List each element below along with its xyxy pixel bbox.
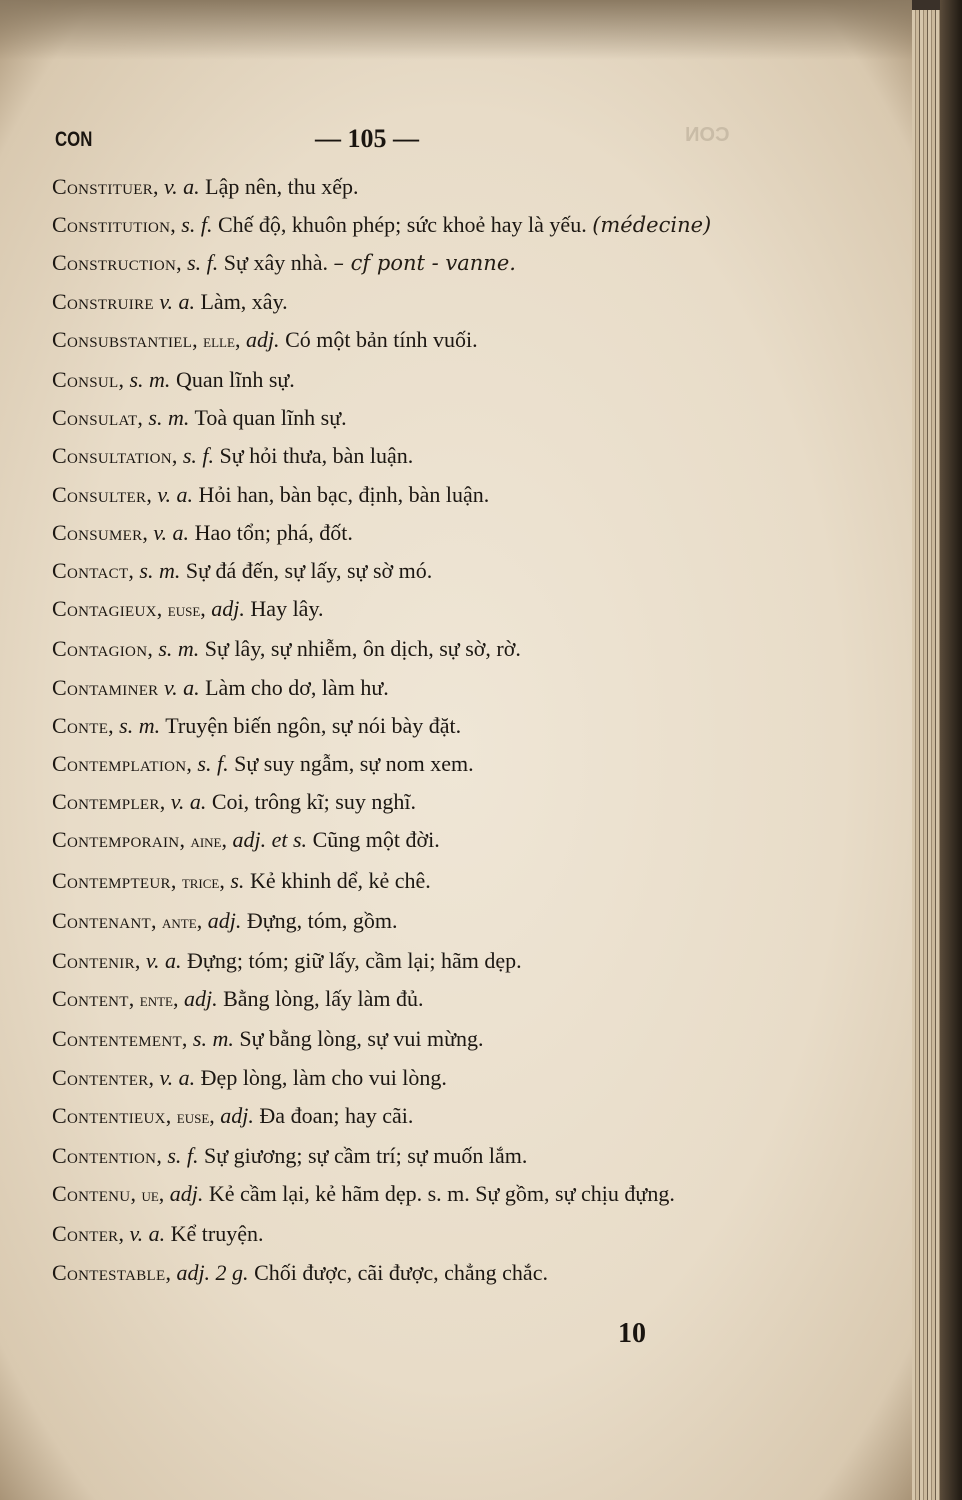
feminine-form: elle [203, 330, 235, 352]
headword: Contemporain [52, 827, 180, 853]
grammar-label: s. f. [167, 1143, 199, 1169]
signature-mark: 10 [618, 1318, 646, 1349]
grammar-label: adj. [220, 1102, 254, 1128]
grammar-label: v. a. [159, 288, 195, 314]
page-shadow [0, 0, 912, 60]
feminine-form: ente [139, 990, 173, 1012]
headword: Contemplation [52, 751, 187, 777]
dictionary-entry: Contenu, ue, adj. Kẻ cầm lại, kẻ hãm dẹp. s. m. Sự gồm, sự chịu đựng. [52, 1181, 675, 1207]
dictionary-entry: Construction, s. f. Sự xây nhà. – cf pont - vanne. [52, 250, 516, 276]
headword: Consulat [52, 405, 138, 431]
headword: Consultation [52, 443, 172, 469]
grammar-label: s. m. [119, 712, 161, 738]
grammar-label: s. m. [129, 367, 171, 393]
headword: Constitution [52, 212, 171, 238]
definition: Có một bản tính vuối. [285, 326, 478, 352]
definition: Sự bằng lòng, sự vui mừng. [239, 1026, 484, 1052]
headword: Contenant [52, 907, 152, 933]
dictionary-entry: Consul, s. m. Quan lĩnh sự. [52, 367, 295, 393]
dictionary-entry: Consumer, v. a. Hao tổn; phá, đốt. [52, 519, 353, 545]
definition: Kẻ khinh dể, kẻ chê. [249, 867, 431, 893]
grammar-label: s. m. [158, 636, 200, 662]
dictionary-entry: Contenter, v. a. Đẹp lòng, làm cho vui lòng. [52, 1064, 447, 1090]
grammar-label: adj. [245, 326, 280, 352]
headword: Contentieux [52, 1102, 166, 1128]
grammar-label: s. m. [139, 558, 181, 584]
feminine-form: euse [167, 600, 201, 622]
definition: Làm cho dơ, làm hư. [205, 674, 389, 700]
dictionary-entry [52, 669, 812, 707]
dictionary-entry: Contention, s. f. Sự giương; sự cầm trí; sự muốn lắm. [52, 1143, 528, 1169]
headword: Contenir [52, 948, 135, 974]
definition: Toà quan lĩnh sự. [194, 405, 347, 431]
definition: Sự đá đến, sự lấy, sự sờ mó. [185, 558, 433, 584]
headword: Conter [52, 1221, 119, 1247]
dictionary-entry: Contestable, adj. 2 g. Chối được, cãi được, chẳng chắc. [52, 1259, 548, 1285]
dictionary-entry: Contemporain, aine, adj. et s. Cũng một đời. [52, 827, 440, 853]
definition: Sự suy ngẫm, sự nom xem. [234, 751, 474, 777]
definition: Bằng lòng, lấy làm đủ. [223, 986, 424, 1012]
grammar-label: s. m. [192, 1026, 234, 1052]
grammar-label: s. [230, 867, 245, 893]
headword: Contagion [52, 636, 148, 662]
dictionary-entry: Constitution, s. f. Chế độ, khuôn phép; sức khoẻ hay là yếu. (médecine) [52, 212, 712, 238]
definition: Truyện biến ngôn, sự nói bày đặt. [165, 712, 462, 738]
grammar-label: v. a. [145, 948, 182, 974]
dictionary-entry: Consultation, s. f. Sự hỏi thưa, bàn luận. [52, 443, 414, 469]
headword: Constituer [52, 174, 154, 199]
dictionary-entry [52, 283, 812, 321]
headword: Contentement [52, 1026, 182, 1052]
definition: Quan lĩnh sự. [175, 367, 295, 393]
definition: Cũng một đời. [312, 827, 440, 853]
headword: Construire [52, 288, 154, 314]
entry-list [52, 168, 812, 1292]
dictionary-entry: Contenir, v. a. Đựng; tóm; giữ lấy, cầm lại; hãm dẹp. [52, 948, 522, 974]
headword: Contention [52, 1143, 157, 1169]
dictionary-entry: Consulat, s. m. Toà quan lĩnh sự. [52, 405, 347, 431]
grammar-label: adj. [183, 986, 218, 1012]
grammar-label: adj. [169, 1181, 204, 1207]
dictionary-entry: Consubstantiel, elle, adj. Có một bản tính vuối. [52, 326, 478, 352]
feminine-form: ue [141, 1185, 159, 1207]
grammar-label: v. a. [129, 1221, 166, 1247]
headword: Consumer [52, 519, 143, 545]
headword: Contact [52, 558, 129, 584]
dictionary-entry: Constituer, v. a. Lập nên, thu xếp. [52, 174, 359, 199]
grammar-label: adj. et s. [232, 827, 308, 853]
definition: Kể truyện. [170, 1221, 264, 1247]
dictionary-entry: Contemplation, s. f. Sự suy ngẫm, sự nom xem. [52, 751, 474, 777]
running-head: CON [55, 128, 93, 151]
definition: Hay lây. [250, 596, 324, 622]
dictionary-entry: Contempteur, trice, s. Kẻ khinh dể, kẻ chê. [52, 867, 431, 893]
grammar-label: s. m. [148, 405, 190, 431]
grammar-label: s. f. [182, 443, 215, 469]
feminine-form: euse [176, 1106, 210, 1128]
grammar-label: adj. [207, 907, 242, 933]
headword: Conte [52, 712, 109, 738]
dictionary-entry: Contenant, ante, adj. Đựng, tóm, gồm. [52, 907, 398, 933]
dictionary-entry: Contact, s. m. Sự đá đến, sự lấy, sự sờ mó. [52, 558, 433, 584]
definition: Hao tổn; phá, đốt. [194, 519, 353, 545]
definition: Sự giương; sự cầm trí; sự muốn lắm. [204, 1143, 528, 1169]
definition: Kẻ cầm lại, kẻ hãm dẹp. s. m. Sự gồm, sự chịu đựng. [208, 1181, 675, 1207]
dictionary-entry: Conte, s. m. Truyện biến ngôn, sự nói bày đặt. [52, 712, 462, 738]
definition: Coi, trông kĩ; suy nghĩ. [211, 789, 416, 815]
grammar-label: s. f. [197, 751, 229, 777]
grammar-label: v. a. [157, 481, 193, 507]
headword: Consul [52, 367, 119, 393]
feminine-form: aine [190, 831, 222, 853]
headword: Contaminer [52, 674, 159, 700]
headword: Consulter [52, 481, 147, 507]
grammar-label: v. a. [164, 174, 200, 199]
headword: Contenter [52, 1064, 149, 1090]
grammar-label: v. a. [170, 789, 207, 815]
definition: Chế độ, khuôn phép; sức khoẻ hay là yếu. [217, 212, 587, 238]
headword: Content [52, 986, 129, 1012]
definition: Hỏi han, bàn bạc, định, bàn luận. [198, 481, 490, 507]
show-through-text: CON [685, 124, 730, 146]
headword: Consubstantiel [52, 326, 193, 352]
feminine-form: ante [162, 911, 197, 933]
definition: Đa đoan; hay cãi. [259, 1102, 414, 1128]
page-header [55, 124, 735, 164]
grammar-label: s. f. [181, 212, 213, 238]
definition: Sự xây nhà. [223, 250, 328, 276]
definition: Chối được, cãi được, chẳng chắc. [254, 1259, 548, 1285]
feminine-form: trice [181, 871, 220, 893]
page-number: — 105 — [315, 124, 419, 153]
grammar-label: v. a. [163, 674, 200, 700]
dictionary-entry: Contempler, v. a. Coi, trông kĩ; suy nghĩ. [52, 789, 416, 815]
headword: Contempler [52, 789, 160, 815]
definition: Đựng, tóm, gồm. [246, 907, 398, 933]
definition: Đựng; tóm; giữ lấy, cầm lại; hãm dẹp. [187, 948, 522, 974]
dictionary-entry: Conter, v. a. Kể truyện. [52, 1221, 264, 1247]
grammar-label: v. a. [159, 1064, 196, 1090]
dictionary-entry: Content, ente, adj. Bằng lòng, lấy làm đủ. [52, 986, 424, 1012]
dictionary-entry: Contentement, s. m. Sự bằng lòng, sự vui mừng. [52, 1026, 484, 1052]
dictionary-entry: Consulter, v. a. Hỏi han, bàn bạc, định, bàn luận. [52, 481, 490, 507]
definition: Làm, xây. [200, 288, 288, 314]
handwritten-note: (médecine) [592, 213, 712, 238]
handwritten-note: – cf pont - vanne. [333, 251, 516, 276]
dictionary-entry: Contagieux, euse, adj. Hay lây. [52, 596, 324, 622]
headword: Contestable [52, 1259, 166, 1285]
definition: Lập nên, thu xếp. [205, 174, 359, 199]
grammar-label: adj. [211, 596, 245, 622]
definition: Sự lây, sự nhiễm, ôn dịch, sự sờ, rờ. [204, 636, 521, 662]
grammar-label: adj. 2 g. [176, 1259, 249, 1285]
definition: Đẹp lòng, làm cho vui lòng. [200, 1064, 447, 1090]
headword: Construction [52, 250, 177, 276]
headword: Contenu [52, 1181, 131, 1207]
headword: Contempteur [52, 867, 171, 893]
headword: Contagieux [52, 596, 157, 622]
definition: Sự hỏi thưa, bàn luận. [219, 443, 414, 469]
book-spine-edge [940, 0, 962, 1500]
grammar-label: v. a. [153, 519, 190, 545]
dictionary-entry: Contagion, s. m. Sự lây, sự nhiễm, ôn dịch, sự sờ, rờ. [52, 636, 521, 662]
grammar-label: s. f. [187, 250, 219, 276]
dictionary-entry: Contentieux, euse, adj. Đa đoan; hay cãi. [52, 1102, 414, 1128]
